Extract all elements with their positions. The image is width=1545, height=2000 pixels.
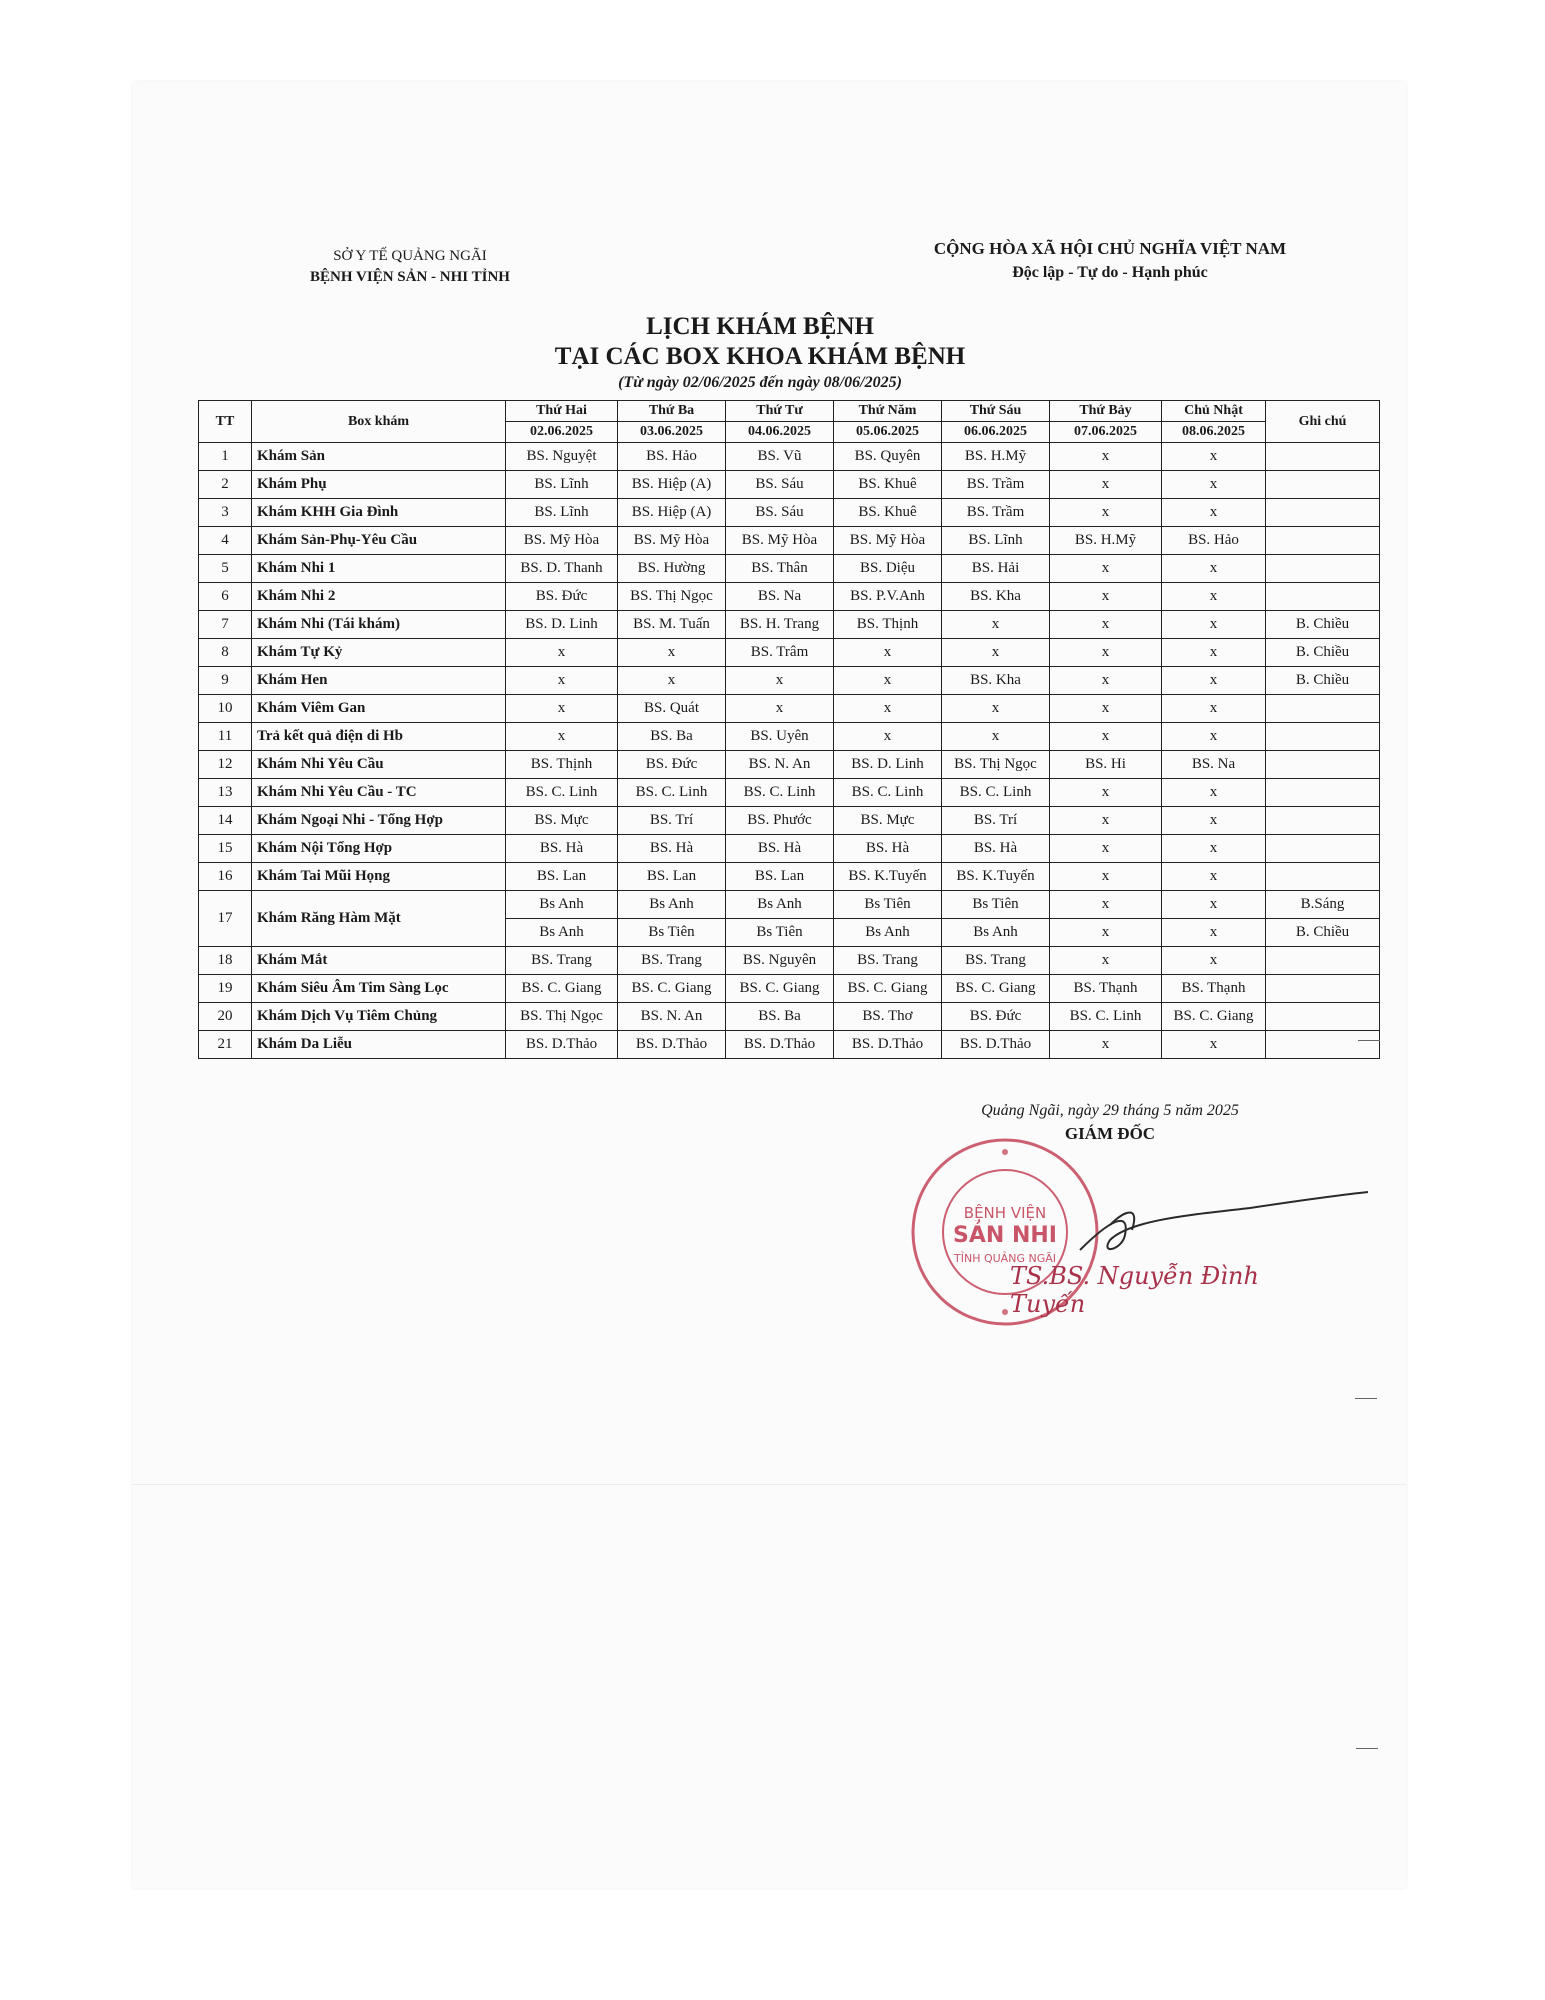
schedule-cell: BS. Thị Ngọc bbox=[506, 1003, 618, 1031]
note-cell bbox=[1266, 947, 1380, 975]
schedule-cell: x bbox=[1050, 891, 1162, 919]
schedule-cell: Bs Anh bbox=[506, 891, 618, 919]
schedule-cell: BS. Hà bbox=[726, 835, 834, 863]
schedule-cell: x bbox=[506, 695, 618, 723]
schedule-cell: BS. Kha bbox=[942, 667, 1050, 695]
schedule-cell: Bs Anh bbox=[506, 919, 618, 947]
schedule-cell: BS. D.Thảo bbox=[618, 1031, 726, 1059]
schedule-cell: x bbox=[1162, 863, 1266, 891]
schedule-cell: BS. Trang bbox=[506, 947, 618, 975]
schedule-cell: x bbox=[1162, 471, 1266, 499]
schedule-cell: BS. C. Linh bbox=[834, 779, 942, 807]
table-row bbox=[199, 1031, 1380, 1059]
schedule-cell: BS. M. Tuấn bbox=[618, 611, 726, 639]
note-cell bbox=[1266, 751, 1380, 779]
schedule-cell: BS. Mỹ Hòa bbox=[506, 527, 618, 555]
schedule-cell: BS. K.Tuyến bbox=[942, 863, 1050, 891]
title-date-range: (Từ ngày 02/06/2025 đến ngày 08/06/2025) bbox=[618, 374, 902, 391]
note-cell bbox=[1266, 835, 1380, 863]
table-row bbox=[199, 667, 1380, 695]
table-row bbox=[199, 443, 1380, 471]
table-row bbox=[199, 583, 1380, 611]
note-cell bbox=[1266, 583, 1380, 611]
schedule-cell: BS. Trang bbox=[834, 947, 942, 975]
schedule-cell: BS. Hường bbox=[618, 555, 726, 583]
schedule-cell: BS. D.Thảo bbox=[506, 1031, 618, 1059]
schedule-cell: BS. Mỹ Hòa bbox=[726, 527, 834, 555]
schedule-cell: x bbox=[1050, 555, 1162, 583]
box-name: Khám Phụ bbox=[252, 471, 506, 499]
schedule-cell: x bbox=[1050, 1031, 1162, 1059]
box-name: Khám KHH Gia Đình bbox=[252, 499, 506, 527]
note-cell bbox=[1266, 975, 1380, 1003]
schedule-cell: BS. Trang bbox=[618, 947, 726, 975]
note-cell: B. Chiều bbox=[1266, 611, 1380, 639]
schedule-cell: BS. D.Thảo bbox=[726, 1031, 834, 1059]
schedule-cell: x bbox=[834, 639, 942, 667]
schedule-cell: x bbox=[1050, 583, 1162, 611]
schedule-cell: BS. Trí bbox=[618, 807, 726, 835]
table-row bbox=[199, 835, 1380, 863]
schedule-cell: x bbox=[1162, 891, 1266, 919]
schedule-cell: BS. Đức bbox=[618, 751, 726, 779]
schedule-cell: BS. Khuê bbox=[834, 471, 942, 499]
row-number: 14 bbox=[199, 807, 252, 835]
note-cell bbox=[1266, 527, 1380, 555]
note-cell bbox=[1266, 863, 1380, 891]
schedule-cell: x bbox=[1162, 695, 1266, 723]
schedule-cell: x bbox=[1162, 835, 1266, 863]
header-day-date: 03.06.2025 bbox=[618, 422, 726, 443]
schedule-cell: x bbox=[1162, 639, 1266, 667]
header-day-name: Thứ Tư bbox=[726, 401, 834, 422]
note-cell bbox=[1266, 499, 1380, 527]
schedule-cell: BS. Lĩnh bbox=[942, 527, 1050, 555]
schedule-cell: BS. D.Thảo bbox=[834, 1031, 942, 1059]
row-number: 17 bbox=[199, 891, 252, 947]
box-name: Khám Sản bbox=[252, 443, 506, 471]
table-row bbox=[199, 639, 1380, 667]
row-number: 9 bbox=[199, 667, 252, 695]
box-name: Khám Nhi Yêu Cầu bbox=[252, 751, 506, 779]
note-cell: B. Chiều bbox=[1266, 919, 1380, 947]
schedule-cell: BS. Lĩnh bbox=[506, 471, 618, 499]
box-name: Khám Nội Tổng Hợp bbox=[252, 835, 506, 863]
schedule-cell: BS. Sáu bbox=[726, 471, 834, 499]
box-name: Khám Nhi (Tái khám) bbox=[252, 611, 506, 639]
box-name: Khám Viêm Gan bbox=[252, 695, 506, 723]
note-cell bbox=[1266, 695, 1380, 723]
signature-date: Quảng Ngãi, ngày 29 tháng 5 năm 2025 bbox=[981, 1102, 1239, 1119]
schedule-cell: BS. C. Linh bbox=[506, 779, 618, 807]
schedule-cell: x bbox=[1050, 471, 1162, 499]
schedule-cell: BS. C. Giang bbox=[1162, 1003, 1266, 1031]
schedule-cell: Bs Anh bbox=[942, 919, 1050, 947]
schedule-cell: x bbox=[834, 723, 942, 751]
schedule-cell: x bbox=[1050, 723, 1162, 751]
header-day-date: 04.06.2025 bbox=[726, 422, 834, 443]
schedule-cell: BS. C. Linh bbox=[726, 779, 834, 807]
schedule-cell: x bbox=[1162, 1031, 1266, 1059]
schedule-cell: BS. Mực bbox=[506, 807, 618, 835]
schedule-cell: x bbox=[1050, 779, 1162, 807]
schedule-cell: x bbox=[1162, 807, 1266, 835]
schedule-cell: BS. Phước bbox=[726, 807, 834, 835]
note-cell bbox=[1266, 471, 1380, 499]
note-cell bbox=[1266, 807, 1380, 835]
schedule-cell: BS. Hảo bbox=[1162, 527, 1266, 555]
box-name: Trả kết quả điện di Hb bbox=[252, 723, 506, 751]
row-number: 15 bbox=[199, 835, 252, 863]
header-tt: TT bbox=[199, 401, 252, 443]
box-name: Khám Sản-Phụ-Yêu Cầu bbox=[252, 527, 506, 555]
header-day-name: Thứ Hai bbox=[506, 401, 618, 422]
schedule-cell: BS. Hà bbox=[942, 835, 1050, 863]
schedule-cell: BS. Mỹ Hòa bbox=[834, 527, 942, 555]
table-row bbox=[199, 947, 1380, 975]
schedule-cell: BS. P.V.Anh bbox=[834, 583, 942, 611]
schedule-cell: x bbox=[1050, 639, 1162, 667]
schedule-cell: BS. H.Mỹ bbox=[1050, 527, 1162, 555]
handwritten-signature-icon bbox=[1070, 1180, 1370, 1270]
schedule-cell: x bbox=[1162, 723, 1266, 751]
schedule-cell: BS. Thị Ngọc bbox=[618, 583, 726, 611]
schedule-cell: BS. C. Giang bbox=[834, 975, 942, 1003]
table-row bbox=[199, 751, 1380, 779]
schedule-cell: BS. D. Linh bbox=[506, 611, 618, 639]
schedule-cell: x bbox=[1162, 919, 1266, 947]
note-cell bbox=[1266, 1031, 1380, 1059]
schedule-cell: BS. C. Giang bbox=[726, 975, 834, 1003]
row-number: 16 bbox=[199, 863, 252, 891]
header-right bbox=[890, 237, 1330, 285]
schedule-cell: x bbox=[1050, 919, 1162, 947]
header-day-date: 07.06.2025 bbox=[1050, 422, 1162, 443]
hospital-name: BỆNH VIỆN SẢN - NHI TỈNH bbox=[310, 269, 510, 285]
row-number: 21 bbox=[199, 1031, 252, 1059]
schedule-cell: BS. C. Linh bbox=[1050, 1003, 1162, 1031]
schedule-cell: x bbox=[726, 695, 834, 723]
note-cell bbox=[1266, 723, 1380, 751]
note-cell: B.Sáng bbox=[1266, 891, 1380, 919]
schedule-cell: BS. Thân bbox=[726, 555, 834, 583]
signature-role: GIÁM ĐỐC bbox=[1064, 1124, 1156, 1143]
schedule-cell: BS. H. Trang bbox=[726, 611, 834, 639]
country-motto: Độc lập - Tự do - Hạnh phúc bbox=[1012, 264, 1208, 281]
schedule-cell: BS. Hà bbox=[618, 835, 726, 863]
schedule-cell: x bbox=[1050, 499, 1162, 527]
schedule-cell: x bbox=[506, 639, 618, 667]
schedule-cell: BS. C. Giang bbox=[942, 975, 1050, 1003]
schedule-cell: BS. Kha bbox=[942, 583, 1050, 611]
schedule-cell: x bbox=[1050, 947, 1162, 975]
schedule-cell: x bbox=[1050, 835, 1162, 863]
schedule-cell: BS. Quát bbox=[618, 695, 726, 723]
note-cell bbox=[1266, 443, 1380, 471]
schedule-cell: BS. K.Tuyến bbox=[834, 863, 942, 891]
header-day-name: Thứ Ba bbox=[618, 401, 726, 422]
header-box: Box khám bbox=[252, 401, 506, 443]
table-row bbox=[199, 527, 1380, 555]
schedule-cell: BS. Quyên bbox=[834, 443, 942, 471]
table-row bbox=[199, 807, 1380, 835]
schedule-cell: BS. Uyên bbox=[726, 723, 834, 751]
schedule-cell: BS. Vũ bbox=[726, 443, 834, 471]
header-day-date: 05.06.2025 bbox=[834, 422, 942, 443]
schedule-cell: Bs Anh bbox=[618, 891, 726, 919]
schedule-cell: x bbox=[726, 667, 834, 695]
header-day-date: 08.06.2025 bbox=[1162, 422, 1266, 443]
schedule-cell: BS. Trầm bbox=[942, 471, 1050, 499]
schedule-cell: BS. Sáu bbox=[726, 499, 834, 527]
header-note: Ghi chú bbox=[1266, 401, 1380, 443]
note-cell: B. Chiều bbox=[1266, 667, 1380, 695]
box-name: Khám Tự Kỷ bbox=[252, 639, 506, 667]
schedule-cell: Bs Tiên bbox=[726, 919, 834, 947]
row-number: 1 bbox=[199, 443, 252, 471]
schedule-cell: x bbox=[506, 667, 618, 695]
schedule-cell: x bbox=[942, 639, 1050, 667]
schedule-cell: x bbox=[1162, 443, 1266, 471]
schedule-cell: BS. Hiệp (A) bbox=[618, 471, 726, 499]
table-header-row bbox=[199, 401, 1380, 422]
box-name: Khám Da Liễu bbox=[252, 1031, 506, 1059]
header-day-name: Chủ Nhật bbox=[1162, 401, 1266, 422]
box-name: Khám Dịch Vụ Tiêm Chủng bbox=[252, 1003, 506, 1031]
schedule-cell: BS. Đức bbox=[942, 1003, 1050, 1031]
schedule-cell: Bs Tiên bbox=[834, 891, 942, 919]
schedule-cell: x bbox=[1162, 667, 1266, 695]
note-cell bbox=[1266, 555, 1380, 583]
schedule-cell: x bbox=[1162, 947, 1266, 975]
schedule-cell: BS. H.Mỹ bbox=[942, 443, 1050, 471]
schedule-cell: x bbox=[1162, 779, 1266, 807]
note-cell bbox=[1266, 1003, 1380, 1031]
schedule-cell: Bs Tiên bbox=[942, 891, 1050, 919]
schedule-table bbox=[198, 400, 1380, 1059]
schedule-cell: x bbox=[1162, 555, 1266, 583]
schedule-cell: x bbox=[834, 667, 942, 695]
table-row bbox=[199, 779, 1380, 807]
schedule-cell: x bbox=[1050, 611, 1162, 639]
schedule-cell: BS. Trang bbox=[942, 947, 1050, 975]
schedule-cell: BS. Thơ bbox=[834, 1003, 942, 1031]
schedule-cell: x bbox=[942, 695, 1050, 723]
schedule-cell: BS. Nguyệt bbox=[506, 443, 618, 471]
schedule-cell: x bbox=[1050, 695, 1162, 723]
schedule-cell: x bbox=[1050, 863, 1162, 891]
note-cell: B. Chiều bbox=[1266, 639, 1380, 667]
country-name: CỘNG HÒA XÃ HỘI CHỦ NGHĨA VIỆT NAM bbox=[933, 239, 1287, 258]
schedule-cell: BS. Lan bbox=[506, 863, 618, 891]
table-row bbox=[199, 863, 1380, 891]
schedule-cell: BS. D. Linh bbox=[834, 751, 942, 779]
schedule-cell: Bs Tiên bbox=[618, 919, 726, 947]
schedule-cell: BS. Ba bbox=[726, 1003, 834, 1031]
schedule-cell: BS. Nguyên bbox=[726, 947, 834, 975]
header-day-name: Thứ Sáu bbox=[942, 401, 1050, 422]
table-row bbox=[199, 555, 1380, 583]
schedule-cell: BS. Thạnh bbox=[1162, 975, 1266, 1003]
seal-line-2: SẢN NHI bbox=[953, 1223, 1057, 1248]
box-name: Khám Siêu Âm Tim Sàng Lọc bbox=[252, 975, 506, 1003]
schedule-cell: BS. Hà bbox=[834, 835, 942, 863]
title-line-1: LỊCH KHÁM BỆNH bbox=[646, 313, 874, 340]
row-number: 20 bbox=[199, 1003, 252, 1031]
row-number: 7 bbox=[199, 611, 252, 639]
schedule-cell: x bbox=[1050, 807, 1162, 835]
header-day-name: Thứ Bảy bbox=[1050, 401, 1162, 422]
row-number: 8 bbox=[199, 639, 252, 667]
title-line-2: TẠI CÁC BOX KHOA KHÁM BỆNH bbox=[554, 343, 966, 370]
box-name: Khám Nhi 1 bbox=[252, 555, 506, 583]
schedule-cell: x bbox=[618, 667, 726, 695]
schedule-cell: BS. Diệu bbox=[834, 555, 942, 583]
header-day-date: 02.06.2025 bbox=[506, 422, 618, 443]
margin-mark bbox=[1355, 1398, 1377, 1399]
row-number: 11 bbox=[199, 723, 252, 751]
schedule-cell: BS. N. An bbox=[618, 1003, 726, 1031]
schedule-cell: Bs Anh bbox=[726, 891, 834, 919]
box-name: Khám Mắt bbox=[252, 947, 506, 975]
schedule-cell: Bs Anh bbox=[834, 919, 942, 947]
schedule-body bbox=[199, 443, 1380, 1059]
header-day-date: 06.06.2025 bbox=[942, 422, 1050, 443]
schedule-cell: x bbox=[1162, 611, 1266, 639]
box-name: Khám Hen bbox=[252, 667, 506, 695]
table-row bbox=[199, 891, 1380, 919]
signer-name: TS.BS. Nguyễn Đình Tuyến bbox=[1010, 1262, 1259, 1318]
schedule-cell: x bbox=[942, 611, 1050, 639]
schedule-cell: BS. Hiệp (A) bbox=[618, 499, 726, 527]
schedule-cell: BS. Lan bbox=[618, 863, 726, 891]
schedule-cell: x bbox=[1050, 443, 1162, 471]
document-title bbox=[430, 312, 1090, 394]
table-row bbox=[199, 975, 1380, 1003]
schedule-cell: BS. Thịnh bbox=[834, 611, 942, 639]
schedule-cell: BS. Đức bbox=[506, 583, 618, 611]
schedule-cell: BS. Trầm bbox=[942, 499, 1050, 527]
header-left bbox=[250, 246, 570, 288]
schedule-cell: BS. Trí bbox=[942, 807, 1050, 835]
schedule-cell: BS. Mực bbox=[834, 807, 942, 835]
margin-mark bbox=[1356, 1748, 1378, 1749]
schedule-cell: BS. Thịnh bbox=[506, 751, 618, 779]
table-row bbox=[199, 499, 1380, 527]
schedule-cell: BS. Hi bbox=[1050, 751, 1162, 779]
schedule-cell: BS. D. Thanh bbox=[506, 555, 618, 583]
seal-line-3: TỈNH QUẢNG NGÃI bbox=[954, 1252, 1056, 1265]
box-name: Khám Ngoại Nhi - Tổng Hợp bbox=[252, 807, 506, 835]
schedule-cell: BS. Lan bbox=[726, 863, 834, 891]
schedule-cell: BS. Khuê bbox=[834, 499, 942, 527]
table-row bbox=[199, 1003, 1380, 1031]
schedule-cell: x bbox=[506, 723, 618, 751]
note-cell bbox=[1266, 779, 1380, 807]
schedule-cell: BS. Mỹ Hòa bbox=[618, 527, 726, 555]
table-row bbox=[199, 471, 1380, 499]
schedule-cell: BS. Na bbox=[1162, 751, 1266, 779]
schedule-cell: x bbox=[942, 723, 1050, 751]
row-number: 3 bbox=[199, 499, 252, 527]
row-number: 6 bbox=[199, 583, 252, 611]
schedule-cell: x bbox=[1162, 499, 1266, 527]
row-number: 4 bbox=[199, 527, 252, 555]
row-number: 2 bbox=[199, 471, 252, 499]
row-number: 10 bbox=[199, 695, 252, 723]
schedule-cell: BS. Na bbox=[726, 583, 834, 611]
row-number: 12 bbox=[199, 751, 252, 779]
table-row bbox=[199, 695, 1380, 723]
row-number: 13 bbox=[199, 779, 252, 807]
schedule-cell: BS. C. Giang bbox=[618, 975, 726, 1003]
schedule-cell: BS. N. An bbox=[726, 751, 834, 779]
schedule-cell: BS. Thạnh bbox=[1050, 975, 1162, 1003]
margin-mark bbox=[1358, 1040, 1380, 1041]
box-name: Khám Nhi Yêu Cầu - TC bbox=[252, 779, 506, 807]
schedule-cell: x bbox=[618, 639, 726, 667]
box-name: Khám Tai Mũi Họng bbox=[252, 863, 506, 891]
box-name: Khám Răng Hàm Mặt bbox=[252, 891, 506, 947]
schedule-cell: BS. C. Linh bbox=[942, 779, 1050, 807]
schedule-cell: BS. Hải bbox=[942, 555, 1050, 583]
schedule-cell: BS. Trâm bbox=[726, 639, 834, 667]
row-number: 5 bbox=[199, 555, 252, 583]
paper-fold-line bbox=[133, 1484, 1406, 1485]
table-row bbox=[199, 723, 1380, 751]
schedule-cell: BS. Thị Ngọc bbox=[942, 751, 1050, 779]
schedule-cell: BS. Ba bbox=[618, 723, 726, 751]
schedule-cell: BS. C. Linh bbox=[618, 779, 726, 807]
schedule-cell: BS. Hảo bbox=[618, 443, 726, 471]
department-name: SỞ Y TẾ QUẢNG NGÃI bbox=[333, 248, 487, 264]
table-row bbox=[199, 611, 1380, 639]
header-day-name: Thứ Năm bbox=[834, 401, 942, 422]
schedule-cell: x bbox=[834, 695, 942, 723]
schedule-cell: BS. Lĩnh bbox=[506, 499, 618, 527]
schedule-cell: BS. Hà bbox=[506, 835, 618, 863]
row-number: 18 bbox=[199, 947, 252, 975]
box-name: Khám Nhi 2 bbox=[252, 583, 506, 611]
schedule-cell: BS. C. Giang bbox=[506, 975, 618, 1003]
seal-line-1: BỆNH VIỆN bbox=[963, 1204, 1047, 1222]
schedule-cell: x bbox=[1050, 667, 1162, 695]
schedule-cell: BS. D.Thảo bbox=[942, 1031, 1050, 1059]
row-number: 19 bbox=[199, 975, 252, 1003]
schedule-cell: x bbox=[1162, 583, 1266, 611]
